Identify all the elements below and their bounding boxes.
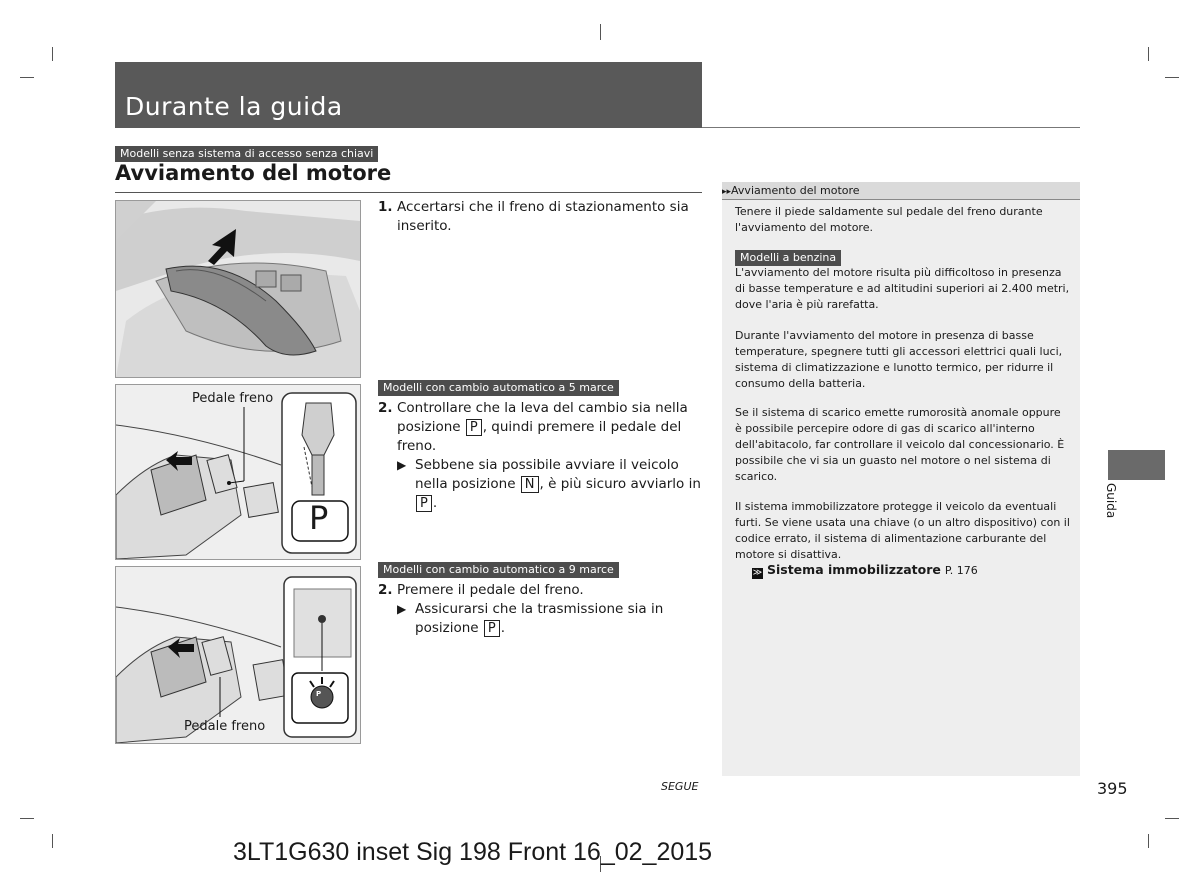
- step-number: 1.: [378, 199, 393, 215]
- note-text: Assicurarsi che la trasmissione sia in posizione: [415, 601, 664, 636]
- crop-mark: [52, 47, 53, 61]
- step-number: 2.: [378, 582, 393, 598]
- crop-mark: [1148, 47, 1149, 61]
- park-button-letter: P: [316, 690, 322, 698]
- sidebar-paragraph: Il sistema immobilizzatore protegge il veicolo da eventuali furti. Se viene usata una chiave (o un altro dispositivo) con il codice errato, il sistema di alimentazione carburante del motore si disattiva.: [735, 500, 1070, 561]
- sidebar-paragraph: Se il sistema di scarico emette rumorosità anomale oppure è possibile percepire odore di gas di scarico all'interno dell'abitacolo, far controllare il veicolo dal concessionario. È possibile che vi sia un guasto nel motore o nel sistema di scarico.: [735, 406, 1065, 483]
- sidebar-heading-text: Avviamento del motore: [731, 184, 860, 197]
- brake-pedal-figure-5speed: [115, 384, 361, 560]
- print-code: 3LT1G630 inset Sig 198 Front 16_02_2015: [233, 838, 713, 866]
- sidebar-paragraph: Tenere il piede saldamente sul pedale del freno durante l'avviamento del motore.: [735, 205, 1043, 234]
- sidebar-heading: [722, 182, 1080, 200]
- note-text: .: [432, 495, 438, 511]
- header-divider: [702, 127, 1080, 128]
- note-text: Sebbene sia possibile avviare il veicolo nella posizione: [415, 457, 679, 492]
- cross-reference-link[interactable]: [752, 562, 978, 579]
- gear-key-p: P: [416, 495, 432, 512]
- step-text: Controllare che la leva del cambio sia nella posizione: [397, 400, 688, 435]
- chapter-tab-label: Guida: [1104, 483, 1118, 519]
- sidebar-paragraph: L'avviamento del motore risulta più difficoltoso in presenza di basse temperature e ad altitudini superiori ai 2.400 metri, dove l'aria è più rarefatta.: [735, 266, 1070, 311]
- park-letter: P: [309, 499, 329, 537]
- right-triangle-icon: ▶: [397, 602, 407, 616]
- model-tag: Modelli senza sistema di accesso senza chiavi: [115, 146, 378, 162]
- step-note: [397, 600, 678, 638]
- crop-mark: [1165, 77, 1179, 78]
- step-2-5speed: [378, 399, 708, 513]
- step-number: 2.: [378, 400, 393, 416]
- model-tag-9speed: Modelli con cambio automatico a 9 marce: [378, 562, 619, 578]
- parking-brake-figure: [115, 200, 361, 378]
- crop-mark: [20, 818, 34, 819]
- note-text: , è più sicuro avviarlo in: [539, 476, 701, 492]
- link-page: P. 176: [944, 564, 978, 577]
- step-note: [397, 456, 708, 513]
- model-tag-5speed: Modelli con cambio automatico a 5 marce: [378, 380, 619, 396]
- brake-pedal-label: Pedale freno: [184, 719, 266, 734]
- step-2-9speed: [378, 581, 678, 638]
- step-text: , quindi premere il pedale del freno.: [397, 419, 682, 454]
- crop-mark: [600, 24, 601, 40]
- crop-mark: [1165, 818, 1179, 819]
- crop-mark: [1148, 834, 1149, 848]
- link-title: Sistema immobilizzatore: [766, 562, 941, 577]
- right-triangle-icon: ▶: [397, 458, 407, 472]
- section-divider: [115, 192, 702, 193]
- step-text: Accertarsi che il freno di stazionamento sia inserito.: [397, 199, 689, 234]
- gear-key-n: N: [521, 476, 539, 493]
- gear-key-p: P: [484, 620, 500, 637]
- sidebar-model-tag: Modelli a benzina: [735, 250, 841, 266]
- crop-mark: [20, 77, 34, 78]
- double-arrow-icon: ▸▸: [722, 187, 732, 197]
- chapter-tab: [1108, 450, 1165, 480]
- step-1: [378, 198, 708, 236]
- page-title: Durante la guida: [125, 92, 343, 121]
- note-text: .: [500, 620, 506, 636]
- sidebar-paragraph: Durante l'avviamento del motore in presenza di basse temperature, spegnere tutti gli accessori elettrici quali luci, sistema di climatizzazione e lunotto termico, per ridurre il consumo della batteria.: [735, 329, 1063, 390]
- brake-pedal-figure-9speed: [115, 566, 361, 744]
- double-arrow-icon: ≫: [752, 568, 763, 578]
- crop-mark: [52, 834, 53, 848]
- section-title: Avviamento del motore: [115, 161, 392, 185]
- step-text: Premere il pedale del freno.: [397, 582, 584, 598]
- brake-pedal-label: Pedale freno: [192, 391, 274, 406]
- page-number: 395: [1097, 779, 1128, 798]
- gear-key-p: P: [466, 419, 482, 436]
- continue-label: SEGUE: [661, 780, 699, 793]
